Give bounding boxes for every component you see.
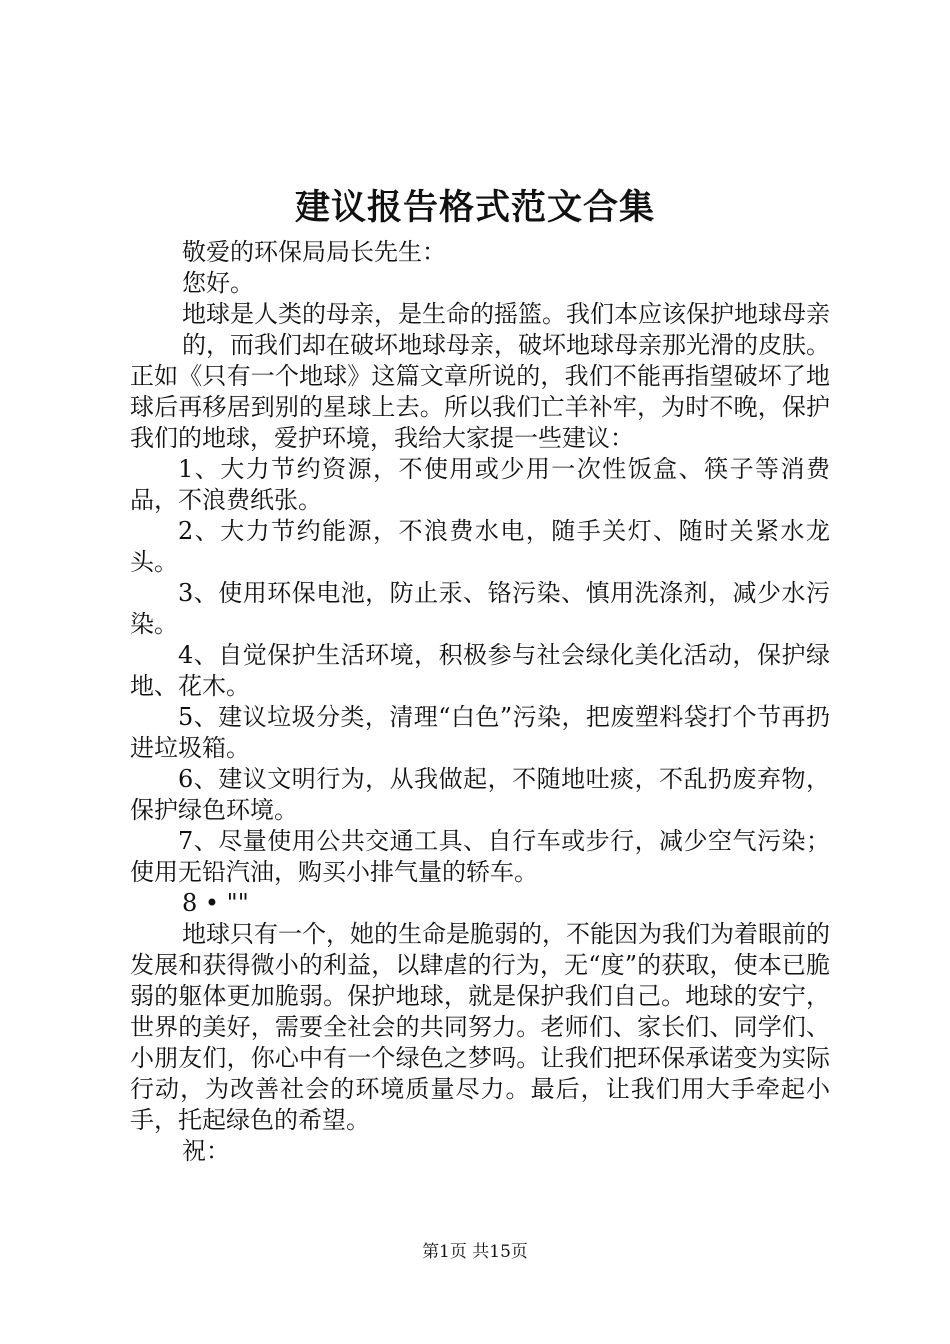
suggestion-item: 5、建议垃圾分类，清理“白色”污染，把废塑料袋打个节再扔进垃圾箱。 — [130, 703, 830, 762]
suggestion-item: 1、大力节约资源，不使用或少用一次性饭盒、筷子等消费品，不浪费纸张。 — [130, 455, 830, 514]
suggestion-item: 6、建议文明行为，从我做起，不随地吐痰，不乱扔废弃物，保护绿色环境。 — [130, 765, 830, 824]
suggestion-item: 7、尽量使用公共交通工具、自行车或步行，减少空气污染；使用无铅汽油，购买小排气量的轿车。 — [130, 827, 830, 886]
conclusion-paragraph: 地球只有一个，她的生命是脆弱的，不能因为我们为着眼前的发展和获得微小的利益，以肆虐的行为，无“度”的获取，使本已脆弱的躯体更加脆弱。保护地球，就是保护我们自己。地球的安宁，世界的美好，需要全社会的共同努力。老师们、家长们、同学们、小朋友们，你心中有一个绿色之梦吗。让我们把环保承诺变为实际行动，为改善社会的环境质量尽力。最后，让我们用大手牵起小手，托起绿色的希望。 — [130, 920, 830, 1134]
salutation: 敬爱的环保局局长先生： — [182, 238, 446, 266]
closing-wish: 祝： — [182, 1137, 230, 1165]
page-footer: 第1页 共15页 — [422, 1242, 528, 1262]
document-title: 建议报告格式范文合集 — [294, 187, 655, 228]
document-body — [130, 237, 830, 1167]
greeting: 您好。 — [182, 269, 254, 297]
suggestion-item: 8 • "" — [182, 889, 249, 917]
intro-paragraph: 地球是人类的母亲，是生命的摇篮。我们本应该保护地球母亲 — [182, 300, 830, 328]
suggestion-item: 3、使用环保电池，防止汞、铬污染、慎用洗涤剂，减少水污染。 — [130, 579, 830, 638]
suggestion-item: 2、大力节约能源，不浪费水电，随手关灯、随时关紧水龙头。 — [130, 517, 830, 576]
intro-paragraph-continued: 的，而我们却在破坏地球母亲，破坏地球母亲那光滑的皮肤。正如《只有一个地球》这篇文章所说的，我们不能再指望破坏了地球后再移居到别的星球上去。所以我们亡羊补牢，为时不晚，保护我们的地球，爱护环境，我给大家提一些建议： — [130, 331, 830, 452]
suggestion-item: 4、自觉保护生活环境，积极参与社会绿化美化活动，保护绿地、花木。 — [130, 641, 830, 700]
